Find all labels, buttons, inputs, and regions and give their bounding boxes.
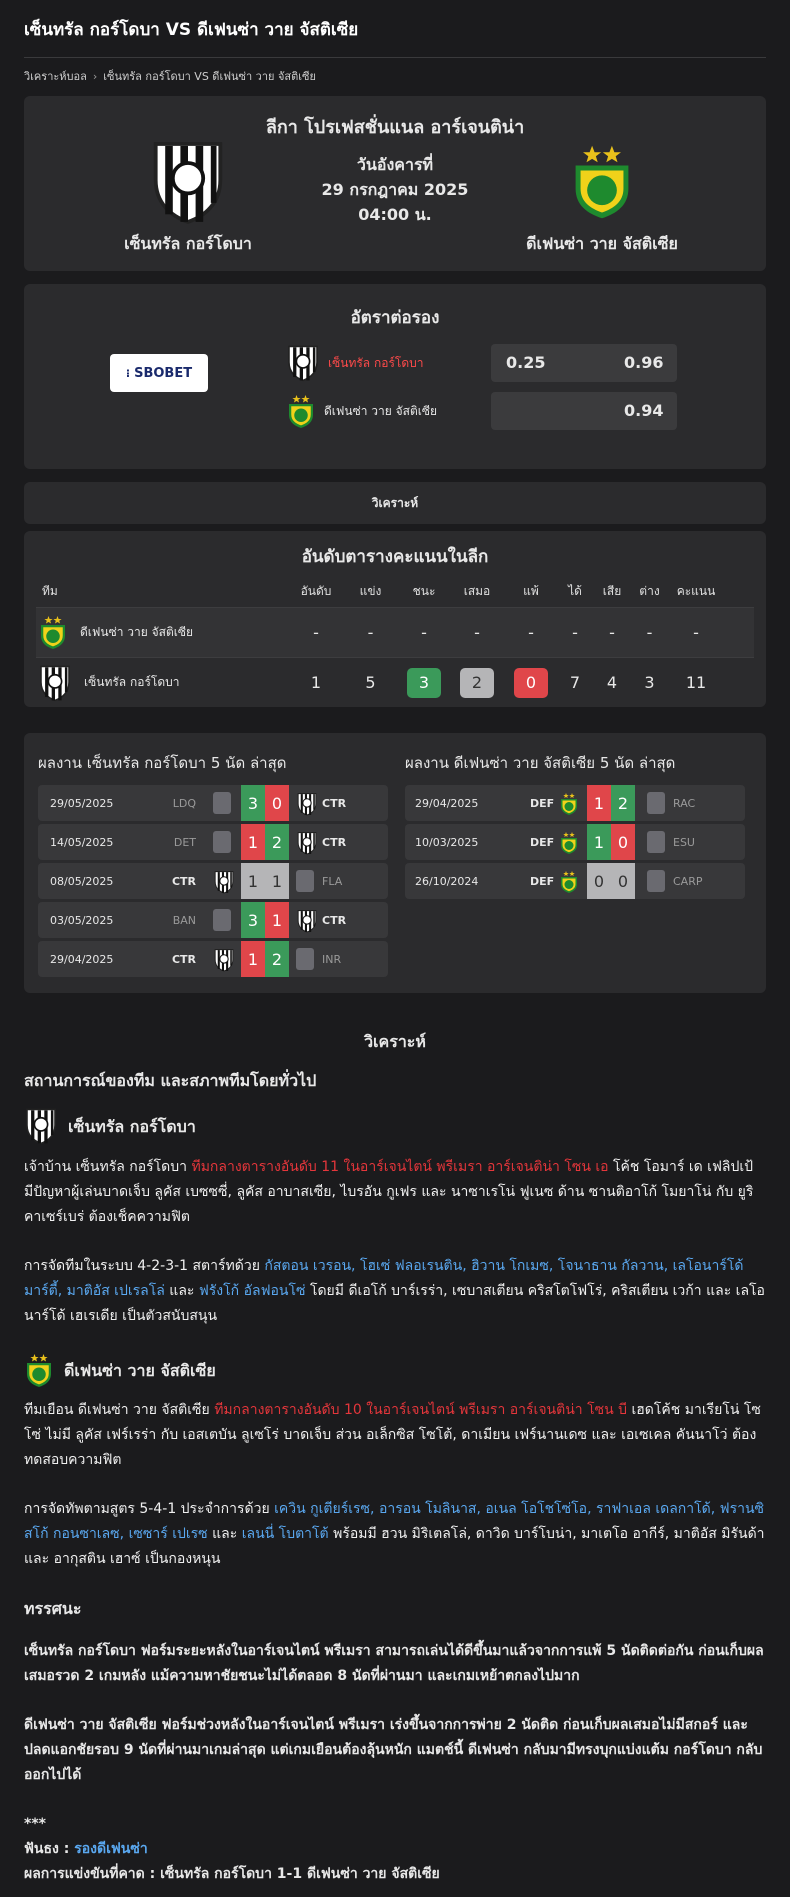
- form-match-row[interactable]: [38, 824, 388, 860]
- away-form-title: ผลงาน ดีเฟนซ่า วาย จัสติเซีย 5 นัด ล่าสุด: [405, 754, 676, 772]
- team2-crest-icon: [647, 792, 665, 817]
- league-name[interactable]: ลีกา โปรเฟสชั่นแนล อาร์เจนติน่า: [265, 117, 525, 138]
- team1-crest-icon: [559, 870, 579, 897]
- cell-played: 5: [365, 673, 376, 692]
- team1-code: DEF: [530, 835, 555, 849]
- row-team-name: ดีเฟนซ่า วาย จัสติเซีย: [80, 625, 194, 639]
- draw-badge: 2: [460, 668, 494, 698]
- table-row[interactable]: [36, 607, 754, 657]
- away-paragraph-1: [24, 1398, 766, 1473]
- team2-code: INR: [322, 952, 342, 966]
- handicap-value: 0.25: [506, 353, 546, 372]
- header-gd: ต่าง: [639, 583, 660, 598]
- team2-crest-icon: [296, 870, 314, 895]
- match-day: วันอังคารที่: [356, 155, 434, 174]
- form-match-row[interactable]: [38, 941, 388, 977]
- team2-crest-icon: [647, 831, 665, 856]
- form-match-row[interactable]: [38, 863, 388, 899]
- header-loss: แพ้: [523, 583, 539, 598]
- sbobet-logo[interactable]: [110, 354, 208, 392]
- breadcrumb-separator: ›: [92, 69, 98, 83]
- text: และ: [164, 1283, 199, 1299]
- team1-score: 1: [587, 785, 611, 821]
- win-badge: 3: [407, 668, 441, 698]
- away-team-name: ดีเฟนซ่า วาย จัสติเซีย: [526, 234, 678, 253]
- team1-score: 1: [241, 941, 265, 977]
- away-price: 0.94: [624, 401, 664, 420]
- prediction-line: [24, 1862, 766, 1887]
- pick-value[interactable]: รองดีเฟนซ่า: [74, 1841, 148, 1857]
- team1-code: CTR: [171, 952, 196, 966]
- away-crest-icon: [286, 394, 316, 429]
- team2-code: CTR: [322, 796, 347, 810]
- team2-score: 0: [611, 863, 635, 899]
- team1-crest-icon: [559, 792, 579, 819]
- breadcrumb: [24, 58, 766, 96]
- standings-title: อันดับตารางคะแนนในลีก: [301, 547, 489, 567]
- team2-crest-icon: [296, 831, 318, 858]
- form-match-row[interactable]: [405, 824, 745, 860]
- cell-against: 4: [606, 673, 618, 692]
- match-date: 29/04/2025: [415, 796, 479, 810]
- text: เจ้าบ้าน เซ็นทรัล กอร์โดบา: [24, 1159, 192, 1175]
- home-paragraph-1: [24, 1155, 766, 1230]
- home-crest-icon: [24, 1107, 58, 1145]
- team2-score: 2: [611, 785, 635, 821]
- home-section-name: เซ็นทรัล กอร์โดบา: [68, 1116, 196, 1136]
- form-match-row[interactable]: [405, 863, 745, 899]
- cell-loss: -: [528, 623, 534, 642]
- prediction-value: เซ็นทรัล กอร์โดบา 1-1 ดีเฟนซ่า วาย จัสติเซีย: [160, 1866, 440, 1882]
- match-time: 04:00 น.: [358, 205, 432, 224]
- pick-line: [24, 1837, 766, 1862]
- prediction-label: ผลการแข่งขันที่คาด :: [24, 1866, 161, 1882]
- team1-crest-icon: [213, 870, 235, 897]
- page-title: เซ็นทรัล กอร์โดบา VS ดีเฟนซ่า วาย จัสติเซีย: [24, 20, 359, 40]
- home-lineup-link[interactable]: กัสตอน เวรอน, โฮเซ่ ฟลอเรนติน, ฮิวาน โกเมซ, โจนาธาน กัลวาน, เลโอนาร์โด้ มาร์ตี้, มาติอัส เปเรลโล่: [24, 1258, 744, 1299]
- breadcrumb-home-link[interactable]: วิเคราะห์บอล: [24, 70, 87, 83]
- match-header: [24, 96, 766, 271]
- odds-title: อัตราต่อรอง: [350, 308, 440, 328]
- article-section-title: สถานการณ์ของทีม และสภาพทีมโดยทั่วไป: [24, 1071, 317, 1090]
- team2-score: 0: [265, 785, 289, 821]
- match-date: 29/04/2025: [50, 952, 114, 966]
- team2-score: 2: [265, 941, 289, 977]
- team1-crest-icon: [213, 909, 231, 934]
- row-team-name: เซ็นทรัล กอร์โดบา: [84, 675, 180, 689]
- form-match-row[interactable]: [405, 785, 745, 821]
- away-standing-highlight: ทีมกลางตารางอันดับ 10 ในอาร์เจนไตน์ พรีเมรา อาร์เจนติน่า โซน บี: [214, 1402, 628, 1418]
- text: เฮดโค้ช มาเรียโน่ โซโซ่ ไม่มี ลูคัส เฟร์เรร่า กับ เอสเตบัน ลูเซโร่ บาดเจ็บ ส่วน อเล็กซิส โซโต้, ดาเมียน เฟร์นานเดซ และ เอเซเคล คันนาโว่ ต้องทดสอบความฟิต: [24, 1402, 761, 1468]
- home-section-heading: [24, 1107, 766, 1145]
- table-row[interactable]: [36, 657, 754, 707]
- team1-score: 1: [241, 863, 265, 899]
- team1-code: BAN: [172, 913, 196, 927]
- cell-pts: -: [693, 623, 699, 642]
- team2-code: ESU: [673, 835, 695, 849]
- match-date: 14/05/2025: [50, 835, 114, 849]
- stars-separator: ***: [24, 1816, 46, 1832]
- cell-win: -: [421, 623, 427, 642]
- header-pts: คะแนน: [676, 583, 716, 598]
- team-crest-icon: [38, 664, 72, 702]
- team2-score: 1: [265, 863, 289, 899]
- cell-gd: 3: [644, 673, 655, 692]
- team1-crest-icon: [213, 948, 235, 975]
- verdict-title: ทรรศนะ: [24, 1599, 82, 1618]
- cell-pts: 11: [685, 673, 707, 692]
- text: ทีมเยือน ดีเฟนซ่า วาย จัสติเซีย: [24, 1402, 215, 1418]
- cell-played: -: [367, 623, 374, 642]
- home-paragraph-2: [24, 1254, 766, 1329]
- breadcrumb-current: เซ็นทรัล กอร์โดบา VS ดีเฟนซ่า วาย จัสติเซีย: [103, 70, 316, 83]
- team2-crest-icon: [296, 909, 318, 936]
- cell-draw: -: [474, 623, 480, 642]
- loss-badge: 0: [514, 668, 548, 698]
- home-lineup-link[interactable]: ฟรังโก้ อัลฟอนโซ่: [198, 1283, 306, 1299]
- odds-row-home[interactable]: [491, 344, 677, 382]
- cell-for: 7: [569, 673, 581, 692]
- text: โดยมี ดีเอโก้ บาร์เรร่า, เซบาสเตียน คริสโตโฟโร่, คริสเตียน เวก้า และ เลโอนาร์โด้ เฮเรเดีย เป็นตัวสนับสนุน: [24, 1283, 765, 1324]
- header-played: แข่ง: [359, 583, 382, 598]
- standings-table: [24, 531, 766, 707]
- away-form-list: [405, 785, 745, 899]
- home-crest-icon: [286, 344, 320, 382]
- cell-rank: -: [313, 623, 319, 642]
- team2-code: CARP: [673, 874, 703, 888]
- away-section-name: ดีเฟนซ่า วาย จัสติเซีย: [64, 1361, 216, 1380]
- team1-score: 1: [241, 824, 265, 860]
- header-for: ได้: [568, 583, 582, 598]
- team2-code: RAC: [673, 796, 696, 810]
- match-date: 10/03/2025: [415, 835, 479, 849]
- odds-team-home: [286, 344, 423, 382]
- team2-crest-icon: [647, 870, 665, 895]
- team2-code: FLA: [322, 874, 343, 888]
- match-date: 29/05/2025: [50, 796, 114, 810]
- odds-team-away: [286, 394, 437, 429]
- text: การจัดทีมในระบบ 4-2-3-1 สตาร์ทด้วย: [24, 1258, 265, 1274]
- team1-code: LDQ: [172, 796, 196, 810]
- cell-against: -: [609, 623, 615, 642]
- team1-score: 0: [587, 863, 611, 899]
- away-lineup-link[interactable]: เลนนี่ โบตาโต้: [241, 1526, 329, 1542]
- home-form: [38, 751, 388, 980]
- header-team: ทีม: [42, 583, 58, 598]
- header-draw: เสมอ: [463, 583, 491, 598]
- form-match-row[interactable]: [38, 785, 388, 821]
- team2-score: 1: [265, 902, 289, 938]
- cell-rank: 1: [310, 673, 322, 692]
- verdict-paragraph-1: เซ็นทรัล กอร์โดบา ฟอร์มระยะหลังในอาร์เจนไตน์ พรีเมรา สามารถเล่นได้ดีขึ้นมาแล้วจากการแพ้ 5 นัดติดต่อกัน ก่อนเก็บผลเสมอรวด 2 เกมหลัง แม้ความหาชัยชนะไม่ได้ตลอด 8 นัดที่ผ่านมา และเกมเหย้าตกลงไปมาก: [24, 1643, 764, 1684]
- home-form-title: ผลงาน เซ็นทรัล กอร์โดบา 5 นัด ล่าสุด: [38, 754, 287, 772]
- home-team-name: เซ็นทรัล กอร์โดบา: [124, 234, 252, 253]
- article-title: วิเคราะห์: [364, 1032, 426, 1051]
- team2-crest-icon: [296, 948, 314, 973]
- home-form-list: [38, 785, 388, 977]
- team1-crest-icon: [213, 792, 231, 817]
- away-team[interactable]: [502, 138, 702, 257]
- team2-score: 0: [611, 824, 635, 860]
- team1-crest-icon: [559, 831, 579, 858]
- home-price: 0.96: [624, 353, 664, 372]
- header-against: เสีย: [602, 583, 622, 598]
- team1-code: DEF: [530, 874, 555, 888]
- team-crest-icon: [38, 615, 68, 650]
- odds-team-home-name: เซ็นทรัล กอร์โดบา: [328, 355, 424, 370]
- article: [24, 993, 766, 1897]
- team1-score: 3: [241, 902, 265, 938]
- away-paragraph-2: [24, 1497, 766, 1572]
- header-rank: อันดับ: [300, 583, 332, 598]
- odds-team-away-name: ดีเฟนซ่า วาย จัสติเซีย: [324, 404, 438, 418]
- team1-score: 1: [587, 824, 611, 860]
- standings-header: [36, 575, 754, 607]
- sbobet-label: SBOBET: [134, 365, 193, 381]
- team2-crest-icon: [296, 792, 318, 819]
- away-section-heading: [24, 1353, 766, 1388]
- away-form: [405, 751, 745, 902]
- pick-label: ฟันธง :: [24, 1841, 75, 1857]
- text: โค้ช โอมาร์ เด เฟลิปเป้ มีปัญหาผู้เล่นบาดเจ็บ ลูคัส เบซซซี่, ลูคัส อาบาสเซีย, ไบรอัน กูเฟร และ นาซาเรโน่ ฟูเนซ ด้าน ซานติอาโก้ โมยาโน่ กับ ยูริ คาเซร์เบร่ ต้องเช็คความฟิต: [24, 1159, 754, 1225]
- team1-score: 3: [241, 785, 265, 821]
- match-date: 08/05/2025: [50, 874, 114, 888]
- match-date: 29 กรกฎาคม 2025: [321, 180, 469, 199]
- team1-code: DEF: [530, 796, 555, 810]
- home-standing-highlight: ทีมกลางตารางอันดับ 11 ในอาร์เจนไตน์ พรีเมรา อาร์เจนติน่า โซน เอ: [191, 1159, 609, 1175]
- cell-gd: -: [646, 623, 653, 642]
- verdict-paragraph-2: ดีเฟนซ่า วาย จัสติเซีย ฟอร์มช่วงหลังในอาร์เจนไตน์ พรีเมรา เร่งขึ้นจากการพ่าย 2 นัดติด ก่อนเก็บผลเสมอไม่มีสกอร์ และปลดแอกชัยรอบ 9 นัดที่ผ่านมาเกมล่าสุด แต่เกมเยือนต้องลุ้นหนัก แมตช์นี้ ดีเฟนซ่า กลับมามีทรงบุกแบ่งแต้ม กอร์โดบา กลับออกไปได้: [24, 1717, 763, 1783]
- analysis-tab[interactable]: วิเคราะห์: [24, 482, 766, 524]
- team1-code: DET: [173, 835, 196, 849]
- form-match-row[interactable]: [38, 902, 388, 938]
- team2-code: CTR: [322, 835, 347, 849]
- match-date: 26/10/2024: [415, 874, 479, 888]
- header-win: ชนะ: [412, 583, 436, 598]
- sbobet-mark-icon: ⁝: [125, 366, 131, 380]
- team2-code: CTR: [322, 913, 347, 927]
- cell-for: -: [572, 623, 578, 642]
- odds-row-away[interactable]: [491, 392, 677, 430]
- text: พร้อมมี ฮวน มิริเตลโล่, ดาวิด บาร์โบน่า, มาเตโอ อากีร์, มาติอัส มิรันด้า และ อากุสติน เฮาซ์ เป็นกองหนุน: [24, 1526, 765, 1567]
- odds-panel: [24, 284, 766, 469]
- away-team-crest-icon: [502, 138, 702, 226]
- recent-form-panel: [24, 733, 766, 993]
- away-crest-icon: [24, 1353, 54, 1388]
- away-lineup-link[interactable]: เควิน กูเตียร์เรซ, อารอน โมลินาส, อเนล โอโชโซ่โอ, ราฟาเอล เดลกาโด้, ฟรานซิสโก้ กอนซาเลซ, เซซาร์ เปเรซ: [24, 1501, 765, 1542]
- team1-crest-icon: [213, 831, 231, 856]
- team2-score: 2: [265, 824, 289, 860]
- text: และ: [207, 1526, 242, 1542]
- team1-code: CTR: [171, 874, 196, 888]
- match-date: 03/05/2025: [50, 913, 114, 927]
- text: การจัดทัพตามสูตร 5-4-1 ประจำการด้วย: [24, 1501, 275, 1517]
